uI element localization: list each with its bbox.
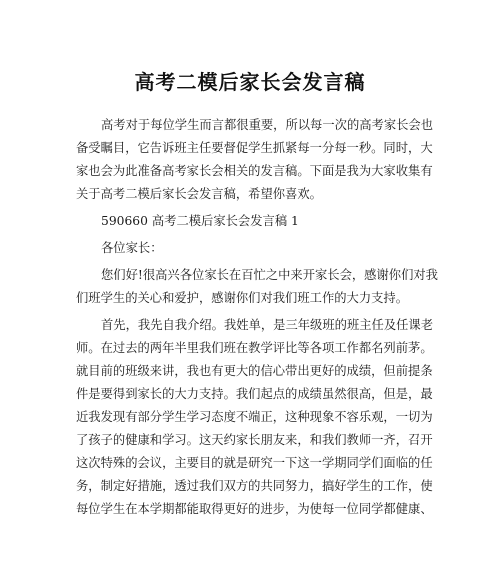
main-line: 这次特殊的会议，主要目的就是研究一下这一学期同学们面临的任	[76, 456, 433, 470]
intro-line: 备受瞩目，它告诉班主任要督促学生抓紧每一分每一秒。同时，大	[76, 141, 433, 155]
main-paragraph	[76, 314, 438, 521]
intro-line: 家也会为此准备高考家长会相关的发言稿。下面是我为大家收集有	[76, 164, 433, 178]
welcome-line: 您们好!很高兴各位家长在百忙之中来开家长会，感谢你们对我	[101, 268, 438, 282]
section-subheading: 590660 高考二模后家长会发言稿 1	[101, 214, 299, 228]
main-line: 首先，我先自我介绍。我姓单，是三年级班的班主任及任课老	[101, 318, 434, 332]
main-line: 近我发现有部分学生学习态度不端正，这种现象不容乐观，一切为	[76, 410, 433, 424]
welcome-line: 们班学生的关心和爱护，感谢你们对我们班工作的大力支持。	[76, 291, 409, 305]
document-title: 高考二模后家长会发言稿	[134, 70, 366, 94]
main-line: 务，制定好措施，透过我们双方的共同努力，搞好学生的工作，使	[76, 479, 433, 493]
intro-line: 高考对于每位学生而言都很重要，所以每一次的高考家长会也	[101, 118, 434, 132]
welcome-paragraph	[76, 264, 438, 310]
main-line: 就目前的班级来讲，我也有更大的信心带出更好的成绩，但前提条	[76, 364, 433, 378]
intro-paragraph	[76, 114, 438, 206]
salutation: 各位家长：	[101, 241, 163, 255]
main-line: 每位学生在本学期都能取得更好的进步，为使每一位同学都健康、	[76, 502, 433, 516]
main-line: 了孩子的健康和学习。这天约家长朋友来，和我们教师一齐，召开	[76, 433, 433, 447]
main-line: 件是要得到家长的大力支持。我们起点的成绩虽然很高，但是，最	[76, 387, 433, 401]
main-line: 师。在过去的两年半里我们班在教学评比等各项工作都名列前茅。	[76, 341, 433, 355]
intro-line: 关于高考二模后家长会发言稿，希望你喜欢。	[76, 187, 322, 201]
document-body	[76, 114, 438, 525]
